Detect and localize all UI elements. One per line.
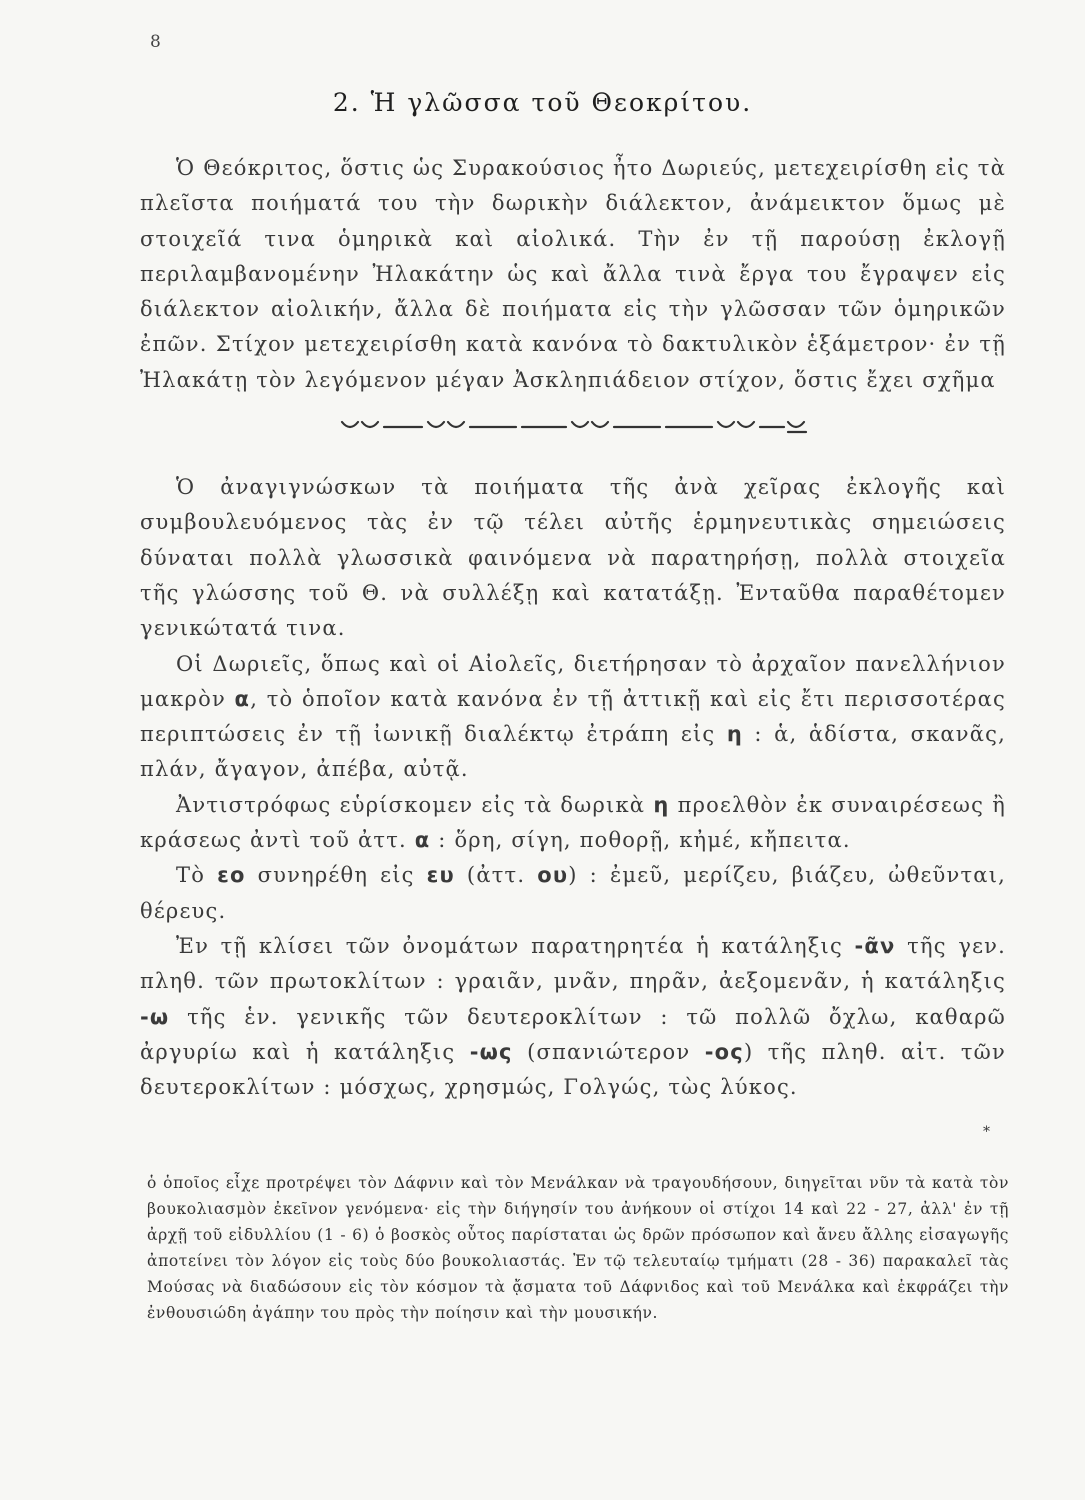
paragraph-1: Ὁ Θεόκριτος, ὅστις ὡς Συρακούσιος ἦτο Δωριεύς, μετεχειρίσθη εἰς τὰ πλεῖστα ποιήματά του τὴν δωρικὴν διάλεκτον, ἀνάμεικτον ὅμως μὲ στοιχεῖά τινα ὁμηρικὰ καὶ αἰολικά. Τὴν ἐν τῇ παρούσῃ ἐκλογῇ περιλαμβανομένην Ἠλακάτην ὡς καὶ ἄλλα τινὰ ἔργα του ἔγραψεν εἰς διάλεκτον αἰολικήν, ἄλλα δὲ ποιήματα εἰς τὴν γλῶσσαν τῶν ὁμηρικῶν ἐπῶν. Στίχον μετεχειρίσθη κατὰ κανόνα τὸ δακτυλικὸν ἑξάμετρον· ἐν τῇ Ἠλακάτῃ τὸν λεγόμενον μέγαν Ἀσκληπιάδειον στίχον, ὅστις ἔχει σχῆμα	[140, 156, 1006, 392]
footnote-marker: *	[983, 1124, 990, 1140]
footnote	[147, 1170, 1009, 1326]
paragraph-5: Τὸ εο συνηρέθη εἰς ευ (ἀττ. ου) : ἐμεῦ, μερίζευ, βιάζευ, ὠθεῦνται, θέρευς.	[140, 863, 1006, 923]
meter-scheme-icon	[340, 418, 810, 438]
main-text	[140, 151, 1006, 1105]
footnote-text: ὁ ὁποῖος εἶχε προτρέψει τὸν Δάφνιν καὶ τὸν Μενάλκαν νὰ τραγουδήσουν, διηγεῖται νῦν τὰ κατὰ τὸν βουκολιασμὸν ἐκεῖνον γενόμενα· εἰς τὴν διήγησίν του ἀνήκουν οἱ στίχοι 14 καὶ 22 - 27, ἀλλ' ἐν τῇ ἀρχῇ τοῦ εἰδυλλίου (1 - 6) ὁ βοσκὸς οὗτος παρίσταται ὡς δρῶν πρόσωπον καὶ ἄνευ ἄλλης εἰσαγωγῆς ἀποτείνει τὸν λόγον εἰς τοὺς δύο βουκολιαστάς. Ἐν τῷ τελευταίῳ τμήματι (28 - 36) παρακαλεῖ τὰς Μούσας νὰ διαδώσουν εἰς τὸν κόσμον τὰ ᾄσματα τοῦ Δάφνιδος καὶ τοῦ Μενάλκα καὶ ἐκφράζει τὴν ἐνθουσιώδη ἀγάπην του πρὸς τὴν ποίησιν καὶ τὴν μουσικήν.	[147, 1174, 1009, 1322]
paragraph-3: Οἱ Δωριεῖς, ὅπως καὶ οἱ Αἰολεῖς, διετήρησαν τὸ ἀρχαῖον πανελλήνιον μακρὸν α, τὸ ὁποῖον κατὰ κανόνα ἐν τῇ ἀττικῇ καὶ εἰς ἔτι περισσοτέρας περιπτώσεις ἐν τῇ ἰωνικῇ διαλέκτῳ ἐτράπη εἰς η : ἁ, ἁδίστα, σκανᾶς, πλάν, ἄγαγον, ἀπέβα, αὐτᾷ.	[140, 651, 1006, 782]
page-number: 8	[150, 32, 161, 52]
meter-scheme	[140, 398, 1006, 470]
paragraph-6: Ἐν τῇ κλίσει τῶν ὀνομάτων παρατηρητέα ἡ κατάληξις -ᾶν τῆς γεν. πληθ. τῶν πρωτοκλίτων : γραιᾶν, μνᾶν, πηρᾶν, ἀεξομενᾶν, ἡ κατάληξις -ω τῆς ἑν. γενικῆς τῶν δευτεροκλίτων : τῶ πολλῶ ὄχλω, καθαρῶ ἀργυρίω καὶ ἡ κατάληξις -ως (σπανιώτερον -ος) τῆς πληθ. αἰτ. τῶν δευτεροκλίτων : μόσχως, χρησμώς, Γολγώς, τὼς λύκος.	[140, 933, 1007, 1100]
paragraph-2: Ὁ ἀναγιγνώσκων τὰ ποιήματα τῆς ἀνὰ χεῖρας ἐκλογῆς καὶ συμβουλευόμενος τὰς ἐν τῷ τέλει αὐτῆς ἑρμηνευτικὰς σημειώσεις δύναται πολλὰ γλωσσικὰ φαινόμενα νὰ παρατηρήσῃ, πολλὰ στοιχεῖα τῆς γλώσσης τοῦ Θ. νὰ συλλέξῃ καὶ κατατάξῃ. Ἐνταῦθα παραθέτομεν γενικώτατά τινα.	[140, 475, 1006, 641]
section-title: 2. Ἡ γλῶσσα τοῦ Θεοκρίτου.	[332, 88, 753, 117]
paragraph-4: Ἀντιστρόφως εὑρίσκομεν εἰς τὰ δωρικὰ η προελθὸν ἐκ συναιρέσεως ἢ κράσεως ἀντὶ τοῦ ἀττ. α : ὅρη, σίγη, ποθορῇ, κἠμέ, κἤπειτα.	[140, 792, 1006, 853]
